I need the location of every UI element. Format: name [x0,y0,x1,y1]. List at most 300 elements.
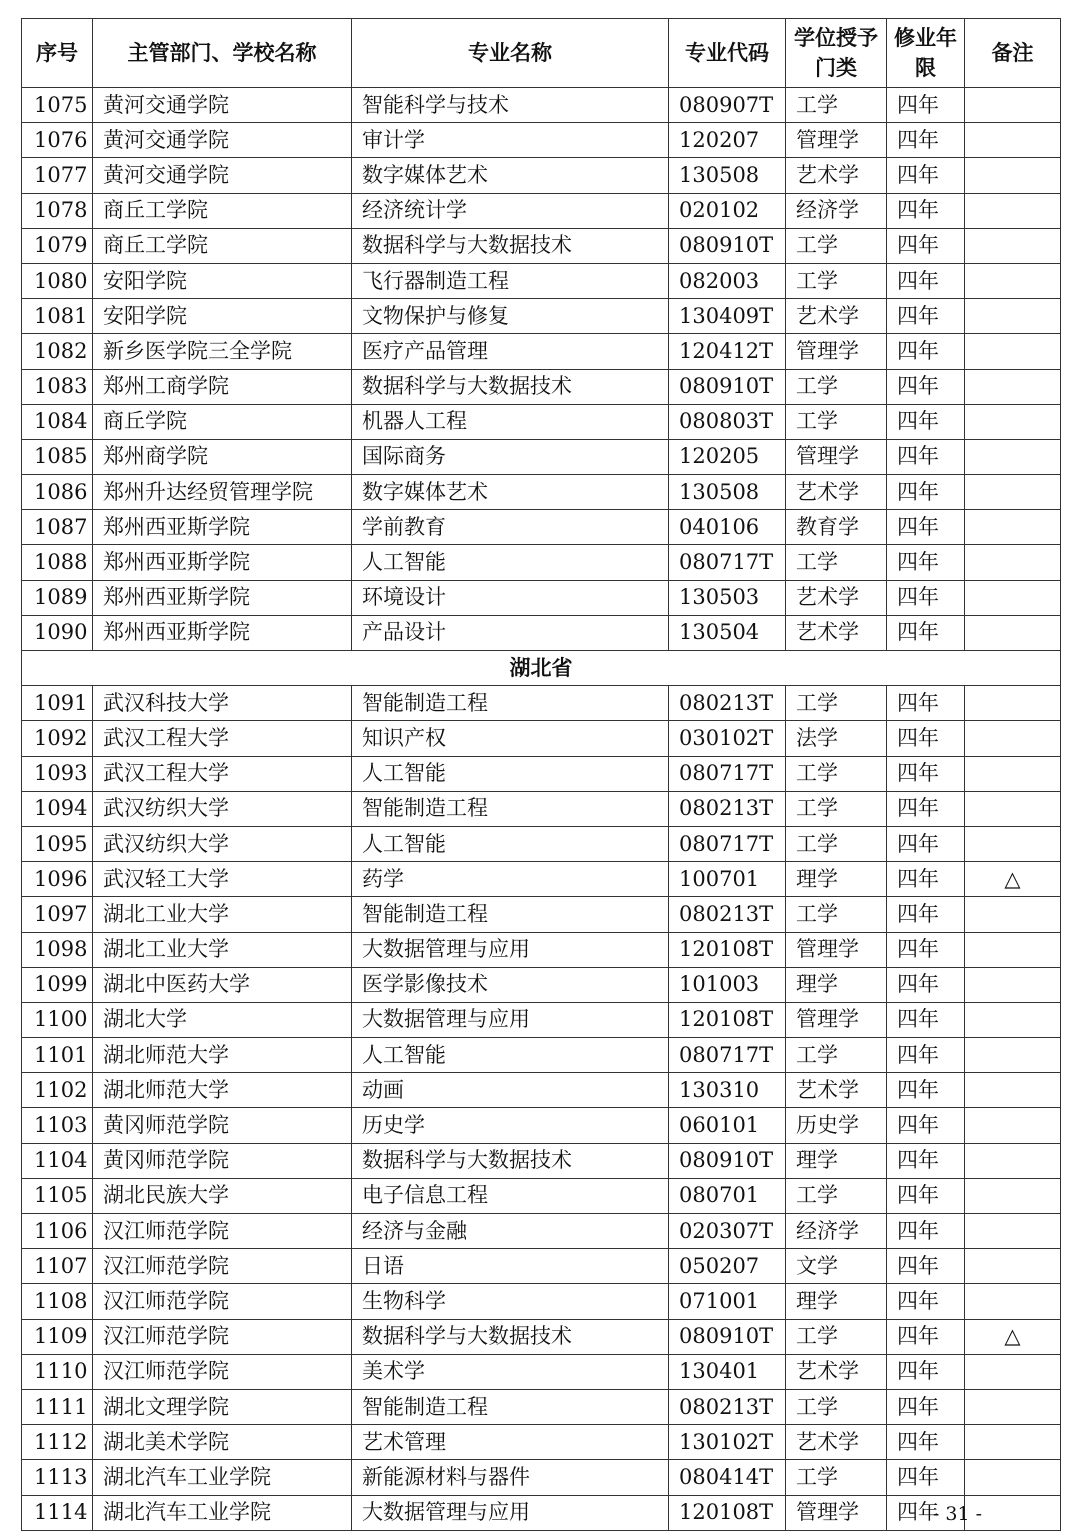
cell-duration: 四年 [887,826,965,861]
cell-degree: 工学 [786,263,887,298]
table-row [22,967,1061,1002]
cell-no: 1077 [22,158,93,193]
table-row [22,1249,1061,1284]
table-row [22,1143,1061,1178]
cell-school: 武汉轻工大学 [93,862,352,897]
table-row [22,123,1061,158]
cell-code: 101003 [669,967,786,1002]
cell-note [965,1214,1061,1249]
cell-major: 历史学 [352,1108,669,1143]
table-row [22,404,1061,439]
cell-degree: 工学 [786,1319,887,1354]
cell-duration: 四年 [887,475,965,510]
cell-no: 1113 [22,1460,93,1495]
cell-degree: 管理学 [786,1002,887,1037]
cell-degree: 理学 [786,1143,887,1178]
table-row [22,721,1061,756]
cell-no: 1104 [22,1143,93,1178]
cell-major: 人工智能 [352,756,669,791]
cell-note [965,791,1061,826]
cell-major: 日语 [352,1249,669,1284]
cell-degree: 工学 [786,1178,887,1213]
header-code: 专业代码 [669,19,786,88]
cell-school: 安阳学院 [93,263,352,298]
cell-duration: 四年 [887,1178,965,1213]
cell-note [965,263,1061,298]
cell-major: 数字媒体艺术 [352,158,669,193]
cell-code: 060101 [669,1108,786,1143]
cell-degree: 工学 [786,404,887,439]
cell-code: 130504 [669,615,786,650]
cell-school: 湖北师范大学 [93,1073,352,1108]
cell-duration: 四年 [887,1354,965,1389]
cell-school: 武汉纺织大学 [93,826,352,861]
cell-code: 120207 [669,123,786,158]
cell-major: 生物科学 [352,1284,669,1319]
cell-note [965,967,1061,1002]
cell-note [965,369,1061,404]
cell-note [965,932,1061,967]
table-row [22,897,1061,932]
cell-major: 人工智能 [352,826,669,861]
header-duration: 修业年限 [887,19,965,88]
table-row [22,1108,1061,1143]
cell-degree: 艺术学 [786,615,887,650]
cell-duration: 四年 [887,299,965,334]
cell-school: 湖北美术学院 [93,1425,352,1460]
cell-degree: 经济学 [786,193,887,228]
table-header [22,19,1061,88]
cell-note [965,826,1061,861]
cell-degree: 文学 [786,1249,887,1284]
cell-no: 1108 [22,1284,93,1319]
cell-major: 经济统计学 [352,193,669,228]
table-row [22,932,1061,967]
header-major: 专业名称 [352,19,669,88]
table-row [22,228,1061,263]
cell-no: 1099 [22,967,93,1002]
cell-note [965,475,1061,510]
table-body-hubei [22,686,1061,1531]
cell-major: 环境设计 [352,580,669,615]
cell-code: 082003 [669,263,786,298]
cell-degree: 工学 [786,897,887,932]
cell-no: 1086 [22,475,93,510]
cell-major: 审计学 [352,123,669,158]
cell-code: 080717T [669,545,786,580]
cell-major: 智能科学与技术 [352,88,669,123]
cell-school: 湖北汽车工业学院 [93,1495,352,1530]
cell-code: 130401 [669,1354,786,1389]
cell-code: 130508 [669,475,786,510]
cell-no: 1107 [22,1249,93,1284]
cell-degree: 管理学 [786,932,887,967]
cell-code: 120108T [669,1002,786,1037]
cell-degree: 艺术学 [786,299,887,334]
cell-no: 1098 [22,932,93,967]
cell-code: 100701 [669,862,786,897]
cell-degree: 理学 [786,1284,887,1319]
table-row [22,1460,1061,1495]
cell-major: 新能源材料与器件 [352,1460,669,1495]
cell-duration: 四年 [887,404,965,439]
cell-code: 130503 [669,580,786,615]
cell-no: 1079 [22,228,93,263]
cell-note [965,1002,1061,1037]
cell-degree: 工学 [786,1038,887,1073]
cell-degree: 艺术学 [786,1425,887,1460]
cell-code: 080414T [669,1460,786,1495]
cell-note [965,1425,1061,1460]
cell-duration: 四年 [887,158,965,193]
cell-no: 1088 [22,545,93,580]
cell-note [965,1143,1061,1178]
cell-duration: 四年 [887,932,965,967]
cell-duration: 四年 [887,686,965,721]
cell-note [965,897,1061,932]
section-row-group [22,651,1061,686]
cell-note [965,615,1061,650]
cell-degree: 历史学 [786,1108,887,1143]
cell-school: 湖北师范大学 [93,1038,352,1073]
header-no: 序号 [22,19,93,88]
cell-note: △ [965,1319,1061,1354]
cell-no: 1090 [22,615,93,650]
cell-code: 080213T [669,686,786,721]
cell-duration: 四年 [887,369,965,404]
cell-school: 郑州西亚斯学院 [93,615,352,650]
cell-duration: 四年 [887,1108,965,1143]
cell-duration: 四年 [887,228,965,263]
cell-school: 黄冈师范学院 [93,1143,352,1178]
cell-degree: 艺术学 [786,475,887,510]
cell-duration: 四年 [887,1425,965,1460]
table-row [22,475,1061,510]
cell-duration: 四年 [887,1143,965,1178]
cell-note [965,404,1061,439]
cell-code: 040106 [669,510,786,545]
cell-school: 安阳学院 [93,299,352,334]
cell-note [965,299,1061,334]
table-row [22,158,1061,193]
cell-degree: 管理学 [786,334,887,369]
table-body-henan [22,88,1061,651]
cell-major: 人工智能 [352,545,669,580]
cell-no: 1078 [22,193,93,228]
cell-major: 知识产权 [352,721,669,756]
cell-no: 1102 [22,1073,93,1108]
cell-major: 大数据管理与应用 [352,1495,669,1530]
cell-no: 1080 [22,263,93,298]
table-row [22,1495,1061,1530]
cell-no: 1084 [22,404,93,439]
cell-degree: 法学 [786,721,887,756]
cell-code: 120108T [669,932,786,967]
cell-code: 080213T [669,897,786,932]
cell-code: 080213T [669,791,786,826]
cell-note [965,228,1061,263]
cell-major: 学前教育 [352,510,669,545]
cell-degree: 教育学 [786,510,887,545]
cell-note [965,88,1061,123]
table-row [22,1178,1061,1213]
cell-no: 1087 [22,510,93,545]
cell-no: 1075 [22,88,93,123]
cell-note [965,193,1061,228]
table-row [22,686,1061,721]
cell-degree: 工学 [786,1460,887,1495]
cell-school: 黄河交通学院 [93,88,352,123]
cell-no: 1094 [22,791,93,826]
header-degree: 学位授予门类 [786,19,887,88]
table-row [22,1002,1061,1037]
cell-note [965,1460,1061,1495]
cell-school: 黄冈师范学院 [93,1108,352,1143]
cell-no: 1105 [22,1178,93,1213]
cell-note [965,1073,1061,1108]
cell-major: 数据科学与大数据技术 [352,228,669,263]
table-row [22,88,1061,123]
cell-degree: 工学 [786,545,887,580]
cell-school: 郑州西亚斯学院 [93,545,352,580]
cell-code: 030102T [669,721,786,756]
table-row [22,1425,1061,1460]
majors-table [21,18,1061,1531]
cell-major: 数据科学与大数据技术 [352,1319,669,1354]
cell-duration: 四年 [887,1284,965,1319]
cell-duration: 四年 [887,615,965,650]
cell-no: 1082 [22,334,93,369]
cell-duration: 四年 [887,1002,965,1037]
cell-no: 1091 [22,686,93,721]
cell-code: 071001 [669,1284,786,1319]
cell-major: 飞行器制造工程 [352,263,669,298]
cell-code: 080910T [669,1143,786,1178]
cell-note [965,123,1061,158]
table-row [22,334,1061,369]
cell-no: 1114 [22,1495,93,1530]
cell-code: 020102 [669,193,786,228]
cell-note [965,158,1061,193]
cell-degree: 管理学 [786,123,887,158]
cell-duration: 四年 [887,897,965,932]
cell-note [965,1178,1061,1213]
cell-duration: 四年 [887,1389,965,1424]
cell-duration: 四年 [887,1319,965,1354]
cell-code: 080717T [669,826,786,861]
cell-no: 1083 [22,369,93,404]
cell-no: 1096 [22,862,93,897]
cell-code: 130409T [669,299,786,334]
cell-duration: 四年 [887,967,965,1002]
cell-school: 湖北民族大学 [93,1178,352,1213]
cell-duration: 四年 [887,510,965,545]
table-row [22,580,1061,615]
cell-duration: 四年 [887,439,965,474]
cell-school: 湖北汽车工业学院 [93,1460,352,1495]
cell-school: 商丘工学院 [93,193,352,228]
cell-code: 080910T [669,228,786,263]
cell-no: 1095 [22,826,93,861]
cell-duration: 四年 [887,1214,965,1249]
cell-note [965,545,1061,580]
cell-major: 数字媒体艺术 [352,475,669,510]
cell-school: 郑州工商学院 [93,369,352,404]
cell-no: 1081 [22,299,93,334]
cell-code: 080910T [669,1319,786,1354]
cell-no: 1106 [22,1214,93,1249]
table-row [22,545,1061,580]
cell-note [965,1389,1061,1424]
cell-note [965,1249,1061,1284]
cell-duration: 四年 [887,1460,965,1495]
table-row [22,826,1061,861]
table-row [22,1038,1061,1073]
cell-school: 湖北中医药大学 [93,967,352,1002]
section-row [22,651,1061,686]
cell-school: 湖北工业大学 [93,897,352,932]
cell-no: 1097 [22,897,93,932]
section-title: 湖北省 [22,651,1061,686]
cell-code: 120412T [669,334,786,369]
header-row [22,19,1061,88]
cell-school: 武汉工程大学 [93,756,352,791]
cell-major: 美术学 [352,1354,669,1389]
cell-no: 1089 [22,580,93,615]
cell-school: 武汉纺织大学 [93,791,352,826]
table-row [22,1073,1061,1108]
cell-major: 文物保护与修复 [352,299,669,334]
cell-no: 1101 [22,1038,93,1073]
cell-school: 汉江师范学院 [93,1214,352,1249]
cell-school: 湖北大学 [93,1002,352,1037]
header-note: 备注 [965,19,1061,88]
cell-note [965,721,1061,756]
cell-major: 智能制造工程 [352,897,669,932]
cell-major: 医疗产品管理 [352,334,669,369]
cell-code: 080717T [669,1038,786,1073]
cell-major: 药学 [352,862,669,897]
cell-no: 1085 [22,439,93,474]
cell-degree: 工学 [786,88,887,123]
cell-note [965,334,1061,369]
cell-code: 130102T [669,1425,786,1460]
cell-no: 1100 [22,1002,93,1037]
cell-code: 130310 [669,1073,786,1108]
cell-degree: 经济学 [786,1214,887,1249]
cell-no: 1103 [22,1108,93,1143]
cell-note [965,686,1061,721]
cell-major: 智能制造工程 [352,791,669,826]
cell-major: 国际商务 [352,439,669,474]
cell-degree: 艺术学 [786,1354,887,1389]
cell-degree: 工学 [786,826,887,861]
cell-duration: 四年 [887,756,965,791]
cell-code: 020307T [669,1214,786,1249]
cell-degree: 理学 [786,967,887,1002]
cell-no: 1110 [22,1354,93,1389]
cell-major: 智能制造工程 [352,686,669,721]
cell-school: 汉江师范学院 [93,1319,352,1354]
cell-school: 汉江师范学院 [93,1284,352,1319]
cell-duration: 四年 [887,545,965,580]
cell-school: 汉江师范学院 [93,1354,352,1389]
cell-duration: 四年 [887,862,965,897]
cell-school: 黄河交通学院 [93,123,352,158]
cell-degree: 管理学 [786,1495,887,1530]
table-row [22,1214,1061,1249]
table-row [22,615,1061,650]
cell-code: 080907T [669,88,786,123]
cell-code: 050207 [669,1249,786,1284]
cell-code: 080717T [669,756,786,791]
table-row [22,263,1061,298]
cell-no: 1111 [22,1389,93,1424]
table-row [22,299,1061,334]
cell-note [965,439,1061,474]
cell-no: 1093 [22,756,93,791]
cell-major: 数据科学与大数据技术 [352,1143,669,1178]
cell-duration: 四年 [887,1495,965,1530]
table-row [22,1389,1061,1424]
cell-degree: 理学 [786,862,887,897]
table-row [22,862,1061,897]
cell-major: 医学影像技术 [352,967,669,1002]
cell-degree: 工学 [786,756,887,791]
cell-code: 120205 [669,439,786,474]
cell-code: 080910T [669,369,786,404]
cell-major: 智能制造工程 [352,1389,669,1424]
cell-degree: 工学 [786,1389,887,1424]
cell-duration: 四年 [887,334,965,369]
cell-note: △ [965,862,1061,897]
cell-major: 大数据管理与应用 [352,932,669,967]
cell-duration: 四年 [887,791,965,826]
cell-no: 1112 [22,1425,93,1460]
table-row [22,1319,1061,1354]
cell-duration: 四年 [887,1038,965,1073]
cell-duration: 四年 [887,580,965,615]
cell-code: 130508 [669,158,786,193]
cell-major: 电子信息工程 [352,1178,669,1213]
cell-code: 080213T [669,1389,786,1424]
table-row [22,369,1061,404]
cell-degree: 艺术学 [786,1073,887,1108]
page-number: - 31 - [932,1503,982,1525]
cell-major: 人工智能 [352,1038,669,1073]
cell-degree: 工学 [786,369,887,404]
cell-major: 机器人工程 [352,404,669,439]
cell-note [965,1284,1061,1319]
cell-school: 汉江师范学院 [93,1249,352,1284]
cell-duration: 四年 [887,1249,965,1284]
cell-school: 郑州西亚斯学院 [93,580,352,615]
cell-code: 120108T [669,1495,786,1530]
cell-no: 1092 [22,721,93,756]
table-row [22,193,1061,228]
cell-duration: 四年 [887,721,965,756]
cell-school: 郑州西亚斯学院 [93,510,352,545]
cell-note [965,1108,1061,1143]
cell-duration: 四年 [887,1073,965,1108]
cell-major: 动画 [352,1073,669,1108]
cell-major: 大数据管理与应用 [352,1002,669,1037]
cell-major: 数据科学与大数据技术 [352,369,669,404]
header-school: 主管部门、学校名称 [93,19,352,88]
cell-duration: 四年 [887,123,965,158]
table-row [22,756,1061,791]
cell-school: 商丘工学院 [93,228,352,263]
